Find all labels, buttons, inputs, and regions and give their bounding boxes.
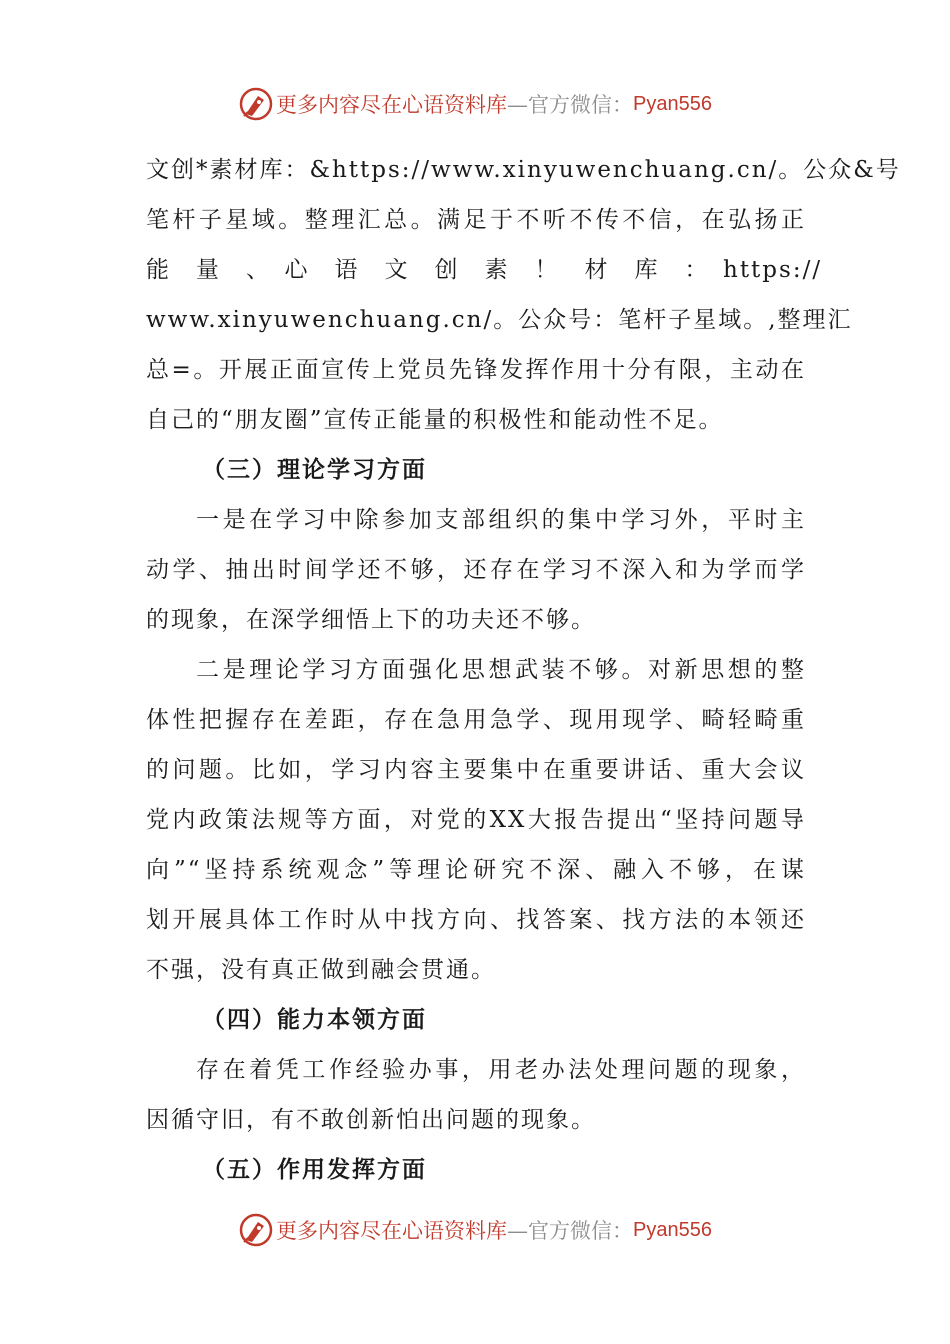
banner-title: 更多内容尽在心语资料库 bbox=[276, 1219, 508, 1243]
header-banner bbox=[0, 82, 950, 126]
pen-nib-logo-icon bbox=[238, 1212, 274, 1248]
body-line: 党内政策法规等方面，对党的XX大报告提出“坚持问题导 bbox=[146, 807, 806, 833]
section-heading: （五）作用发挥方面 bbox=[202, 1156, 427, 1183]
body-line: 自己的“朋友圈”宣传正能量的积极性和能动性不足。 bbox=[146, 407, 724, 433]
body-line: 一是在学习中除参加支部组织的集中学习外，平时主 bbox=[196, 507, 806, 533]
body-line: 能 量 、 心 语 文 创 素 ！ 材 库 ： https:// bbox=[146, 257, 823, 283]
body-line: 存在着凭工作经验办事，用老办法处理问题的现象， bbox=[196, 1057, 806, 1083]
body-line: 笔杆子星域。整理汇总。满足于不听不传不信，在弘扬正 bbox=[146, 207, 806, 233]
body-line: 的现象，在深学细悟上下的功夫还不够。 bbox=[146, 607, 596, 633]
body-line: 二是理论学习方面强化思想武装不够。对新思想的整 bbox=[196, 657, 806, 683]
body-line: 的问题。比如，学习内容主要集中在重要讲话、重大会议 bbox=[146, 757, 806, 783]
banner-wechat-label: —官方微信： bbox=[507, 93, 634, 117]
body-line: 文创*素材库：&https://www.xinyuwenchuang.cn/。公众&号 bbox=[146, 157, 901, 183]
body-line: 向”“坚持系统观念”等理论研究不深、融入不够，在谋 bbox=[146, 857, 806, 883]
body-line: 动学、抽出时间学还不够，还存在学习不深入和为学而学 bbox=[146, 557, 806, 583]
pen-nib-logo-icon bbox=[238, 86, 274, 122]
banner-wechat-id: Pyan556 bbox=[633, 1218, 712, 1241]
body-line: www.xinyuwenchuang.cn/。公众号：笔杆子星域。,整理汇 bbox=[146, 307, 853, 333]
banner-wechat-id: Pyan556 bbox=[633, 92, 712, 115]
footer-banner bbox=[0, 1208, 950, 1252]
body-line: 不强，没有真正做到融会贯通。 bbox=[146, 957, 496, 983]
section-heading: （四）能力本领方面 bbox=[202, 1006, 427, 1033]
document-body bbox=[146, 145, 901, 1195]
body-line: 因循守旧，有不敢创新怕出问题的现象。 bbox=[146, 1107, 596, 1133]
banner-title: 更多内容尽在心语资料库 bbox=[276, 93, 508, 117]
body-line: 划开展具体工作时从中找方向、找答案、找方法的本领还 bbox=[146, 907, 806, 933]
body-line: 总=。开展正面宣传上党员先锋发挥作用十分有限，主动在 bbox=[146, 357, 806, 383]
body-line: 体性把握存在差距，存在急用急学、现用现学、畸轻畸重 bbox=[146, 707, 806, 733]
banner-wechat-label: —官方微信： bbox=[507, 1219, 634, 1243]
section-heading: （三）理论学习方面 bbox=[202, 456, 427, 483]
